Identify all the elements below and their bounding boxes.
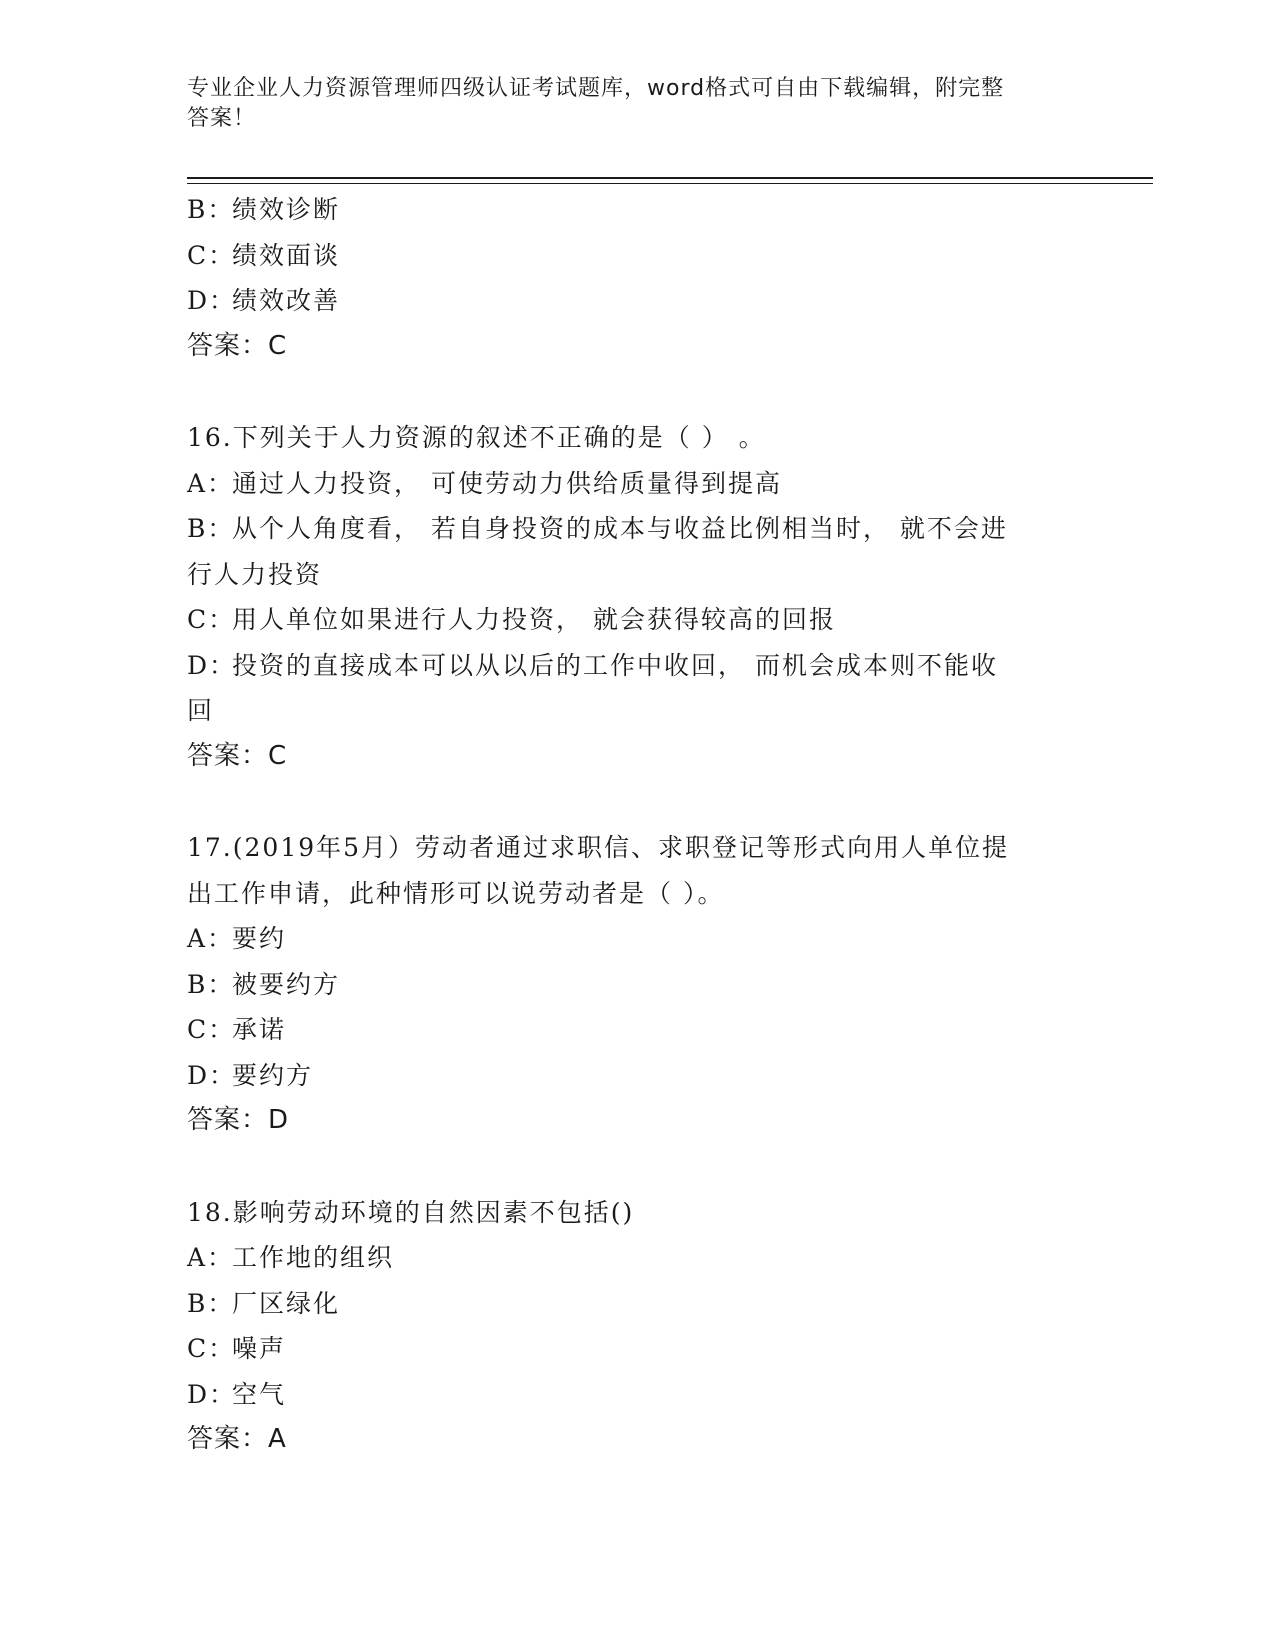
option-c: C：承诺 xyxy=(187,1015,287,1044)
answer: 答案：C xyxy=(187,740,288,771)
document-header xyxy=(187,74,1067,134)
answer: 答案：C xyxy=(187,330,288,361)
question-content xyxy=(187,187,1087,1463)
option-d: D：绩效改善 xyxy=(187,286,341,315)
header-rule-thick xyxy=(187,177,1153,179)
option-a: A：通过人力投资， 可使劳动力供给质量得到提高 xyxy=(187,468,782,498)
option-b-continued: 行人力投资 xyxy=(187,559,323,589)
option-d: D：要约方 xyxy=(187,1060,314,1090)
option-a: A：要约 xyxy=(187,924,287,953)
option-d: D：投资的直接成本可以从以后的工作中收回， 而机会成本则不能收 xyxy=(187,650,998,680)
question-16-stem: 16.下列关于人力资源的叙述不正确的是（ ） 。 xyxy=(187,423,766,452)
question-17-stem-continued: 出工作申请，此种情形可以说劳动者是（ ）。 xyxy=(187,878,725,908)
option-d-continued: 回 xyxy=(187,696,215,725)
option-b: B：厂区绿化 xyxy=(187,1288,341,1318)
option-b: B：绩效诊断 xyxy=(187,195,341,224)
question-17-stem: 17.(2019年5月）劳动者通过求职信、求职登记等形式向用人单位提 xyxy=(187,833,1010,862)
option-a: A：工作地的组织 xyxy=(187,1243,395,1272)
option-c: C：用人单位如果进行人力投资， 就会获得较高的回报 xyxy=(187,605,836,634)
header-rule-thin xyxy=(187,183,1153,184)
header-line-2: 答案！ xyxy=(187,106,257,131)
option-c: C：噪声 xyxy=(187,1334,287,1363)
header-line-1: 专业企业人力资源管理师四级认证考试题库，word格式可自由下载编辑，附完整 xyxy=(187,76,1005,101)
answer: 答案：A xyxy=(187,1424,287,1454)
question-18-stem: 18.影响劳动环境的自然因素不包括() xyxy=(187,1197,635,1227)
answer: 答案：D xyxy=(187,1105,290,1135)
option-b: B：从个人角度看， 若自身投资的成本与收益比例相当时， 就不会进 xyxy=(187,514,1008,543)
option-b: B：被要约方 xyxy=(187,969,341,999)
option-d: D：空气 xyxy=(187,1379,287,1409)
option-c: C：绩效面谈 xyxy=(187,240,341,270)
